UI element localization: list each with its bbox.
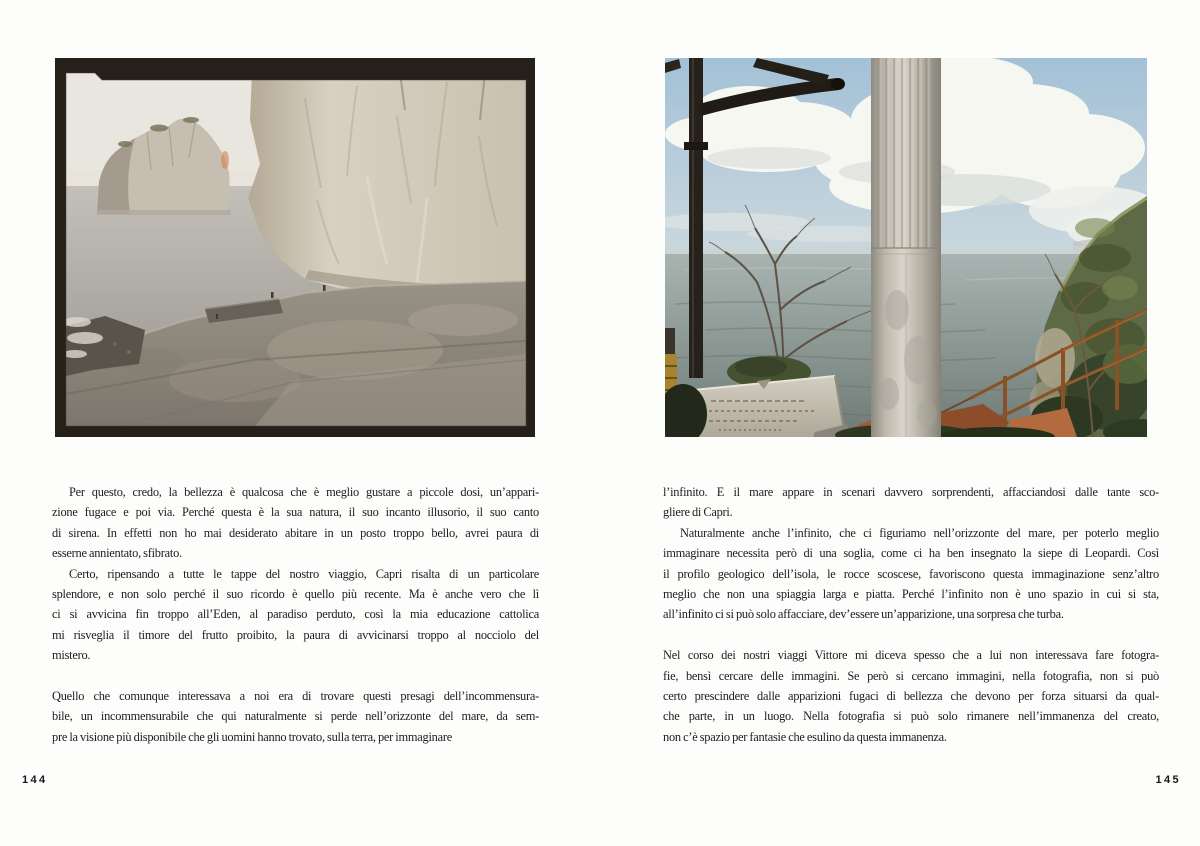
- paragraph: [663, 645, 1159, 747]
- photo-left-capri-terrace: [55, 58, 535, 437]
- text-line: che parte, in un luogo. Nella fotografia si può solo rimanere nell’immanenza del creato,: [663, 709, 1159, 724]
- page-number-right: 145: [1155, 774, 1181, 786]
- text-line: Naturalmente anche l’infinito, che ci figuriamo nell’orizzonte del mare, per poterlo meglio: [680, 525, 1159, 540]
- paragraph: [52, 482, 539, 564]
- text-line: ci si avvicina fin troppo all’Eden, al paradiso perduto, così la mia educazione cattolica: [52, 607, 539, 622]
- text-line: Quello che comunque interessava a noi era di trovare questi presagi dell’incommensura-: [52, 689, 539, 704]
- page-number-left: 144: [22, 774, 48, 786]
- capri-cliff: [248, 73, 526, 301]
- photo-right-capri-column: [665, 58, 1147, 437]
- text-line: esserne annientato, sfibrato.: [52, 546, 182, 561]
- paragraph: [52, 564, 539, 666]
- text-line: Nel corso dei nostri viaggi Vittore mi diceva spesso che a lui non interessava fare fotogra-: [663, 648, 1159, 663]
- text-line: mistero.: [52, 648, 91, 663]
- text-line: immaginare necessita però di una soglia, come ci ha ben insegnato la siepe di Leopardi. Così: [663, 546, 1159, 561]
- text-line: all’infinito ci si può solo affacciare, dev’essere un’apparizione, una sorpresa che turba.: [663, 607, 1064, 622]
- photo-left-svg: [55, 58, 535, 437]
- text-line: Per questo, credo, la bellezza è qualcosa che è meglio gustare a piccole dosi, un’appari-: [69, 485, 539, 499]
- text-line: Certo, ripensando a tutte le tappe del nostro viaggio, Capri risalta di un particolare: [69, 566, 539, 581]
- text-line: certo prescindere dalle apparizioni fugaci di bellezza che devono per forza situarsi da qual-: [663, 689, 1159, 704]
- paragraph: [52, 686, 539, 747]
- text-line: mi risveglia il timore del frutto proibito, la paura di avvicinarsi troppo al nocciolo del: [52, 627, 539, 642]
- photo-right-svg: [665, 58, 1147, 437]
- text-line: gliere di Capri.: [663, 505, 733, 520]
- text-line: non c’è spazio per fantasie che esulino da questa immanenza.: [663, 729, 947, 744]
- paragraph: [663, 482, 1159, 523]
- fluted-column: [871, 58, 941, 437]
- text-line: bile, un incommensurabile che qui naturalmente si perde nell’orizzonte del mare, da sem-: [52, 709, 539, 724]
- left-page-text-column: [52, 482, 539, 747]
- text-line: l’infinito. E il mare appare in scenari davvero sorprendenti, affacciandosi dalle tante sco-: [663, 485, 1159, 499]
- right-page-text-column: [663, 482, 1159, 747]
- text-line: di sirena. In effetti non ho mai desiderato abitare in un posto troppo bello, avrei paura di: [52, 525, 539, 540]
- text-line: il profilo geologico dell’isola, le rocce scoscese, favoriscono questa immaginazione senz’altro: [663, 566, 1159, 581]
- text-line: meglio che non una spiaggia larga e piatta. Perché l’infinito non è uno spazio in cui si sta,: [663, 587, 1159, 602]
- paragraph: [663, 523, 1159, 625]
- text-line: splendore, e non solo perché il suo ricordo è quello più recente. Ma è anche vero che lì: [52, 587, 539, 602]
- text-line: pre la visione più disponibile che gli uomini hanno trovato, sulla terra, per immaginare: [52, 729, 452, 744]
- text-line: fie, bensì cercare delle immagini. Se però si cercano immagini, nella fotografia, non si può: [663, 668, 1159, 683]
- text-line: zione fugace e poi via. Perché questa è la sua natura, il suo incanto illusorio, il suo canto: [52, 505, 539, 520]
